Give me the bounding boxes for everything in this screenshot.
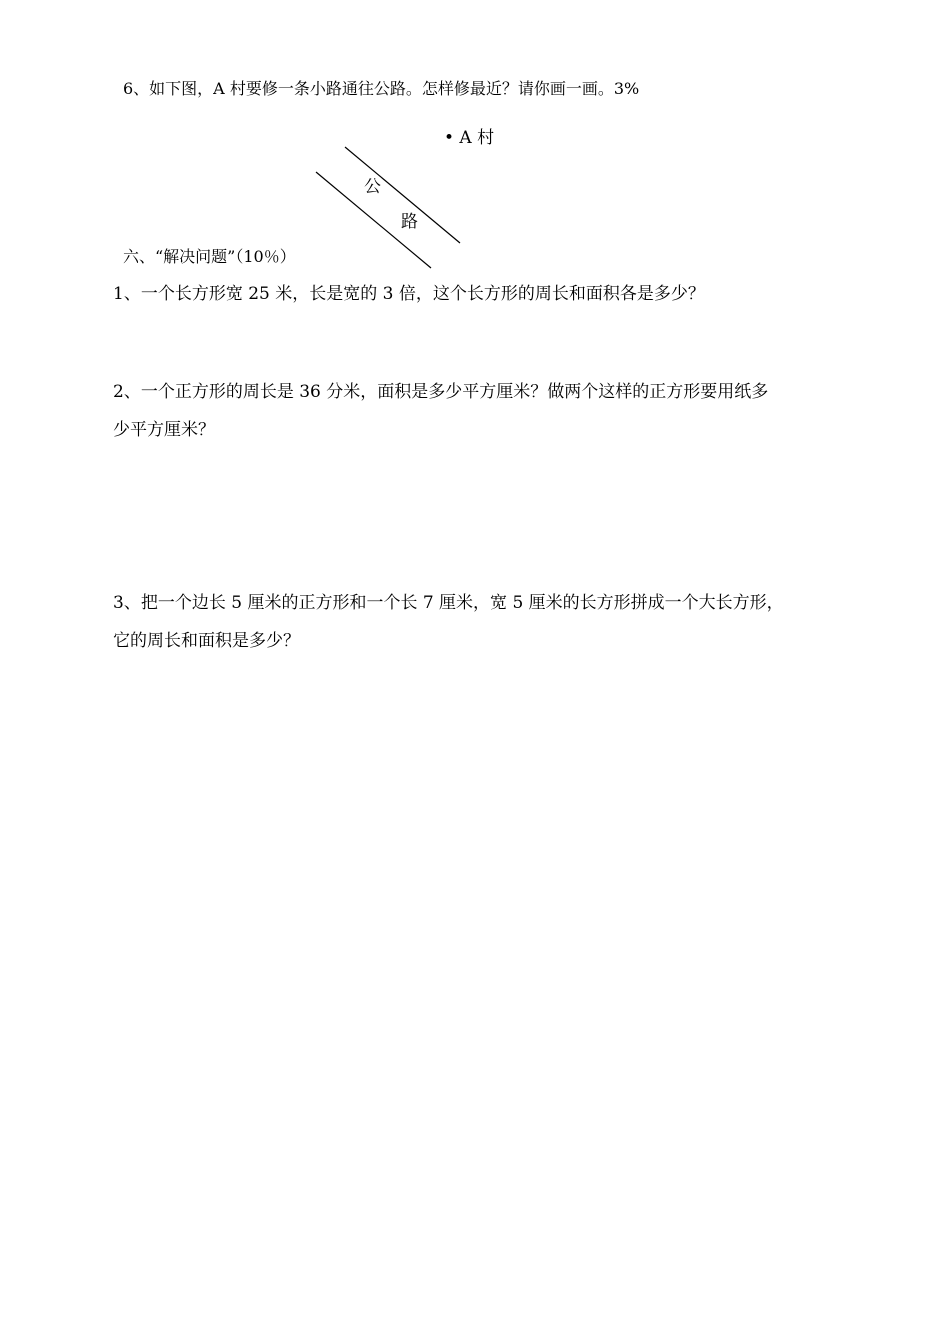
village-a-label: • A 村 — [444, 128, 495, 148]
question-6-text: 6、如下图，A 村要修一条小路通往公路。怎样修最近？请你画一画。3% — [123, 79, 640, 98]
road-label-lu: 路 — [401, 212, 418, 232]
problem-2-line-2: 少平方厘米？ — [113, 420, 215, 440]
problem-3-line-1: 3、把一个边长 5 厘米的正方形和一个长 7 厘米，宽 5 厘米的长方形拼成一个大长方形， — [113, 593, 784, 613]
problem-2-line-1: 2、一个正方形的周长是 36 分米，面积是多少平方厘米？做两个这样的正方形要用纸多 — [113, 382, 769, 402]
section-title: 六、“解决问题”（10％） — [123, 247, 296, 266]
problem-1: 1、一个长方形宽 25 米，长是宽的 3 倍，这个长方形的周长和面积各是多少？ — [113, 284, 705, 304]
road-label-gong: 公 — [364, 177, 381, 197]
problem-3-line-2: 它的周长和面积是多少？ — [113, 631, 300, 651]
